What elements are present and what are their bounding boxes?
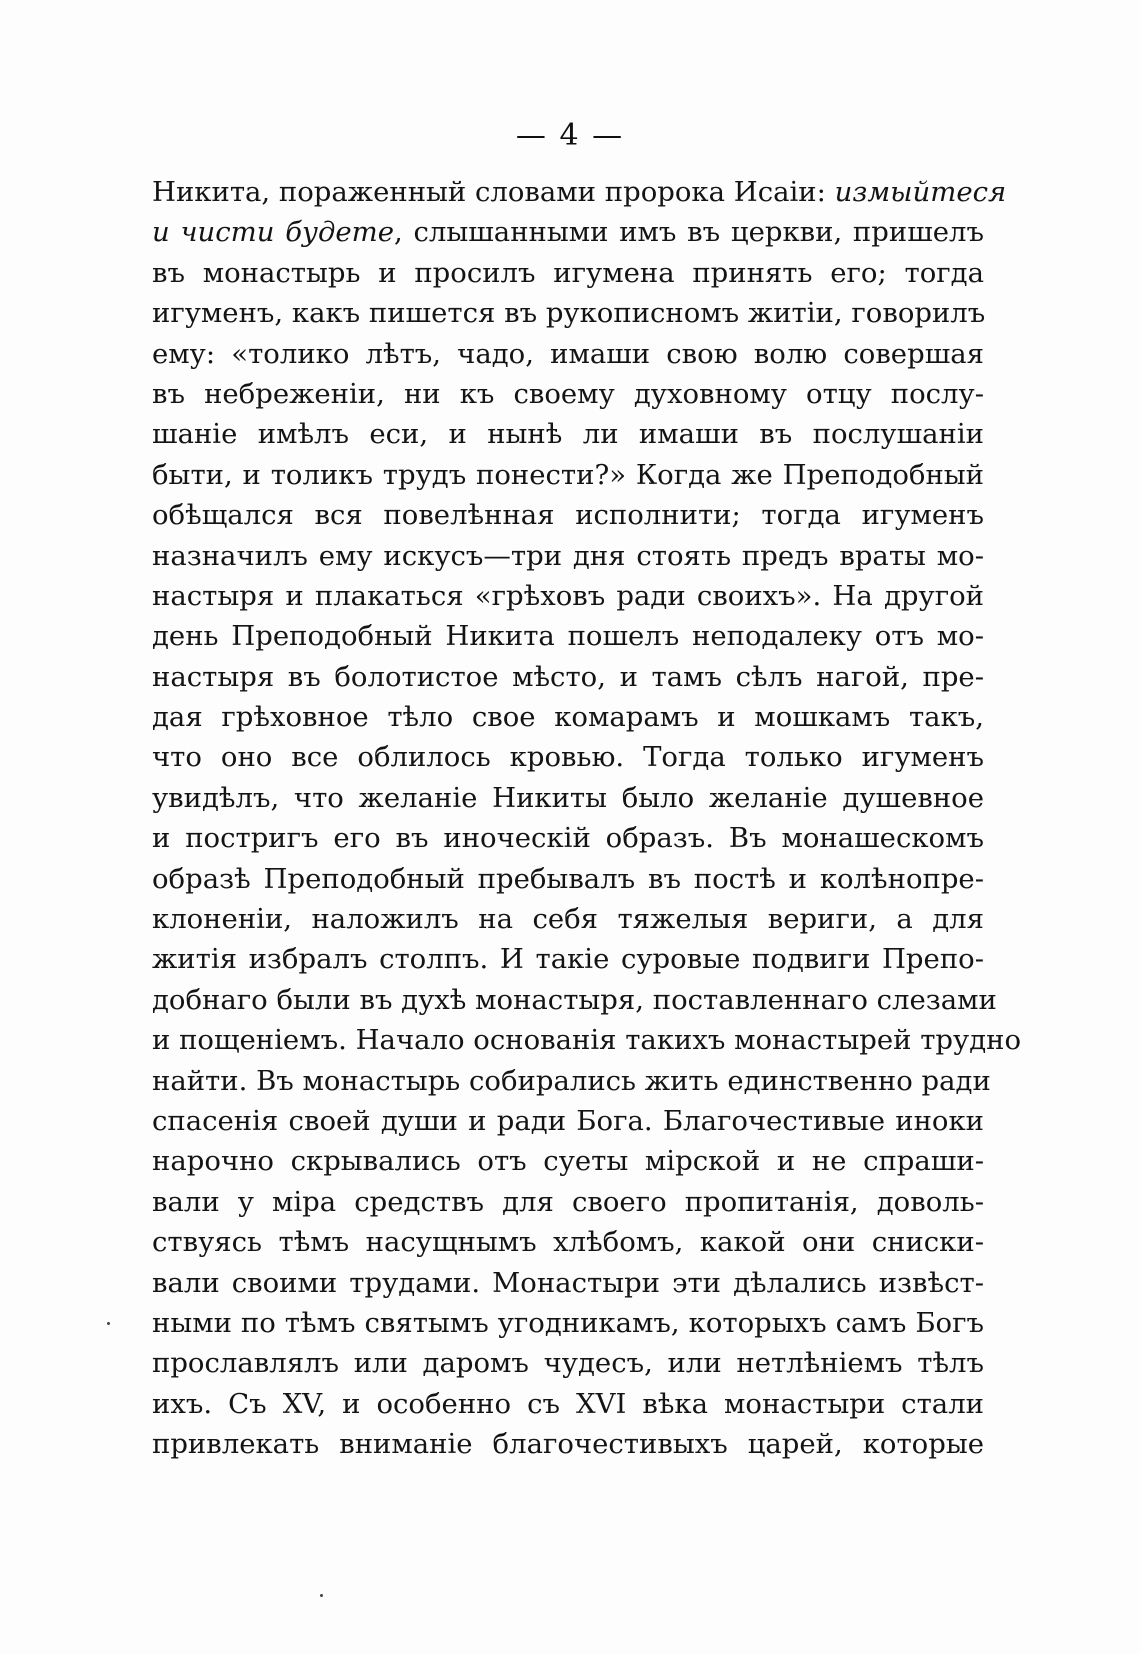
text-line: привлекать вниманіе благочестивыхъ царей, которые bbox=[152, 1428, 984, 1461]
text-line: добнаго были въ духѣ монастыря, поставленнаго слезами bbox=[152, 983, 997, 1016]
text-line: дая грѣховное тѣло свое комарамъ и мошкамъ такъ, bbox=[152, 701, 984, 734]
text-line: вали своими трудами. Монастыри эти дѣлались извѣст- bbox=[152, 1266, 984, 1299]
text-line: и постригъ его въ иноческій образъ. Въ монашескомъ bbox=[152, 822, 984, 855]
text-line: ствуясь тѣмъ насущнымъ хлѣбомъ, какой они сниски- bbox=[152, 1226, 984, 1259]
text-line: игуменъ, какъ пишется въ рукописномъ житіи, говорилъ bbox=[152, 297, 986, 330]
text-line: назначилъ ему искусъ—три дня стоять предъ враты мо- bbox=[152, 539, 984, 572]
text-line: и пощеніемъ. Начало основанія такихъ монастырей трудно bbox=[152, 1024, 1022, 1057]
scan-speck bbox=[320, 1594, 323, 1597]
page-number: — 4 — bbox=[515, 118, 625, 153]
text-line: обѣщался вся повелѣнная исполнити; тогда игуменъ bbox=[152, 499, 984, 532]
text-line: ему: «толико лѣтъ, чадо, имаши свою волю совершая bbox=[152, 337, 984, 370]
text-line: быти, и толикъ трудъ понести?» Когда же Преподобный bbox=[152, 458, 984, 491]
text-line: въ небреженіи, ни къ своему духовному отцу послу- bbox=[152, 377, 984, 410]
text-line: увидѣлъ, что желаніе Никиты было желаніе душевное bbox=[152, 781, 984, 814]
scan-speck bbox=[107, 1322, 110, 1325]
text-line: и чисти будете, слышанными имъ въ церкви, пришелъ bbox=[152, 216, 984, 249]
body-text bbox=[152, 172, 1022, 1465]
text-line: настыря въ болотистое мѣсто, и тамъ сѣлъ нагой, пре- bbox=[152, 660, 984, 693]
text-line: прославлялъ или даромъ чудесъ, или нетлѣніемъ тѣлъ bbox=[152, 1347, 984, 1380]
text-line: клоненіи, наложилъ на себя тяжелыя вериги, а для bbox=[152, 903, 984, 936]
text-line: житія избралъ столпъ. И такіе суровые подвиги Препо- bbox=[152, 943, 984, 976]
text-line: вали у міра средствъ для своего пропитанія, доволь- bbox=[152, 1185, 984, 1218]
text-line: ными по тѣмъ святымъ угодникамъ, которыхъ самъ Богъ bbox=[152, 1306, 984, 1339]
text-line: образѣ Преподобный пребывалъ въ постѣ и колѣнопре- bbox=[152, 862, 984, 895]
text-line: день Преподобный Никита пошелъ неподалеку отъ мо- bbox=[152, 620, 984, 653]
text-line: спасенія своей души и ради Бога. Благочестивые иноки bbox=[152, 1104, 984, 1137]
text-line: настыря и плакаться «грѣховъ ради своихъ». На другой bbox=[152, 579, 984, 612]
text-line: въ монастырь и просилъ игумена принять его; тогда bbox=[152, 256, 984, 289]
text-line: нарочно скрывались отъ суеты мірской и не спраши- bbox=[152, 1145, 984, 1178]
text-line: шаніе имѣлъ еси, и нынѣ ли имаши въ послушаніи bbox=[152, 418, 984, 451]
text-line: что оно все облилось кровью. Тогда только игуменъ bbox=[152, 741, 984, 774]
italic-quote: измыйтеся bbox=[834, 176, 1007, 208]
text-line: ихъ. Съ XV, и особенно съ XVI вѣка монастыри стали bbox=[152, 1387, 984, 1420]
italic-quote: и чисти будете bbox=[152, 216, 394, 249]
text-line: Никита, пораженный словами пророка Исаіи: измыйтеся bbox=[152, 176, 1007, 208]
text-line: найти. Въ монастырь собирались жить единственно ради bbox=[152, 1064, 991, 1097]
